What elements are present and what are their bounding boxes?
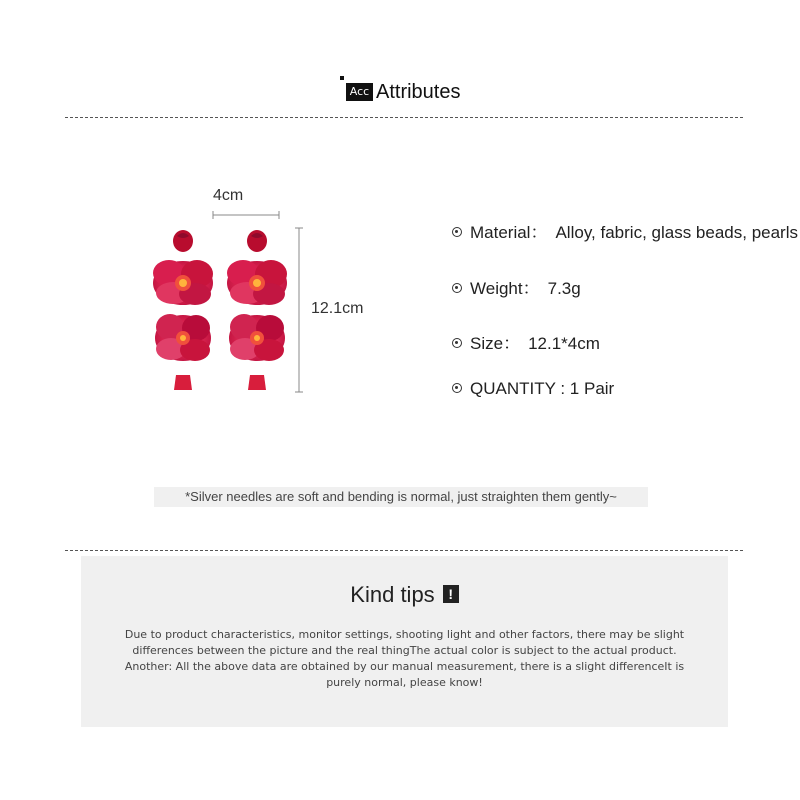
earrings-illustration: [130, 180, 390, 410]
spec-material: [452, 218, 798, 243]
header-badge: Acc: [346, 83, 373, 101]
tips-line: Due to product characteristics, monitor settings, shooting light and other factors, there may be slight: [124, 628, 685, 641]
care-note: *Silver needles are soft and bending is normal, just straighten them gently~: [154, 487, 648, 507]
header-dot: [340, 76, 344, 80]
tips-line: differences between the picture and the real thingThe actual color is subject to the actual product.: [132, 644, 677, 657]
product-image: [130, 180, 390, 410]
spec-quantity: [452, 379, 614, 399]
left-earring: [153, 230, 213, 390]
spec-value: 12.1*4cm: [528, 334, 600, 353]
bullet-icon: [452, 283, 462, 293]
top-divider: [65, 117, 743, 118]
spec-size: [452, 329, 600, 354]
spec-label: Material：: [470, 223, 548, 242]
kind-tips-body: [121, 627, 688, 691]
warning-icon: !: [443, 585, 459, 603]
bullet-icon: [452, 227, 462, 237]
spec-label: QUANTITY : 1 Pair: [470, 379, 615, 398]
spec-label: Size：: [470, 334, 521, 353]
bullet-icon: [452, 338, 462, 348]
width-dimension-line: [213, 211, 279, 219]
spec-label: Weight：: [470, 279, 540, 298]
tips-line: Another: All the above data are obtained by our manual measurement, there is a slight differenceIt is: [124, 660, 685, 673]
kind-tips-heading: [81, 582, 728, 608]
spec-value: 7.3g: [547, 279, 581, 298]
spec-value: Alloy, fabric, glass beads, pearls: [555, 223, 798, 242]
bullet-icon: [452, 383, 462, 393]
bottom-divider: [65, 550, 743, 551]
height-label: 12.1cm: [311, 300, 364, 317]
tips-line: purely normal, please know!: [326, 676, 483, 689]
kind-tips-panel: [81, 556, 728, 727]
width-label: 4cm: [213, 187, 244, 204]
spec-weight: [452, 274, 581, 299]
section-header: [0, 76, 800, 106]
section-title: Attributes: [376, 81, 461, 103]
kind-tips-title: Kind tips: [350, 582, 435, 607]
height-dimension-line: [295, 228, 303, 392]
right-earring: [227, 230, 287, 390]
